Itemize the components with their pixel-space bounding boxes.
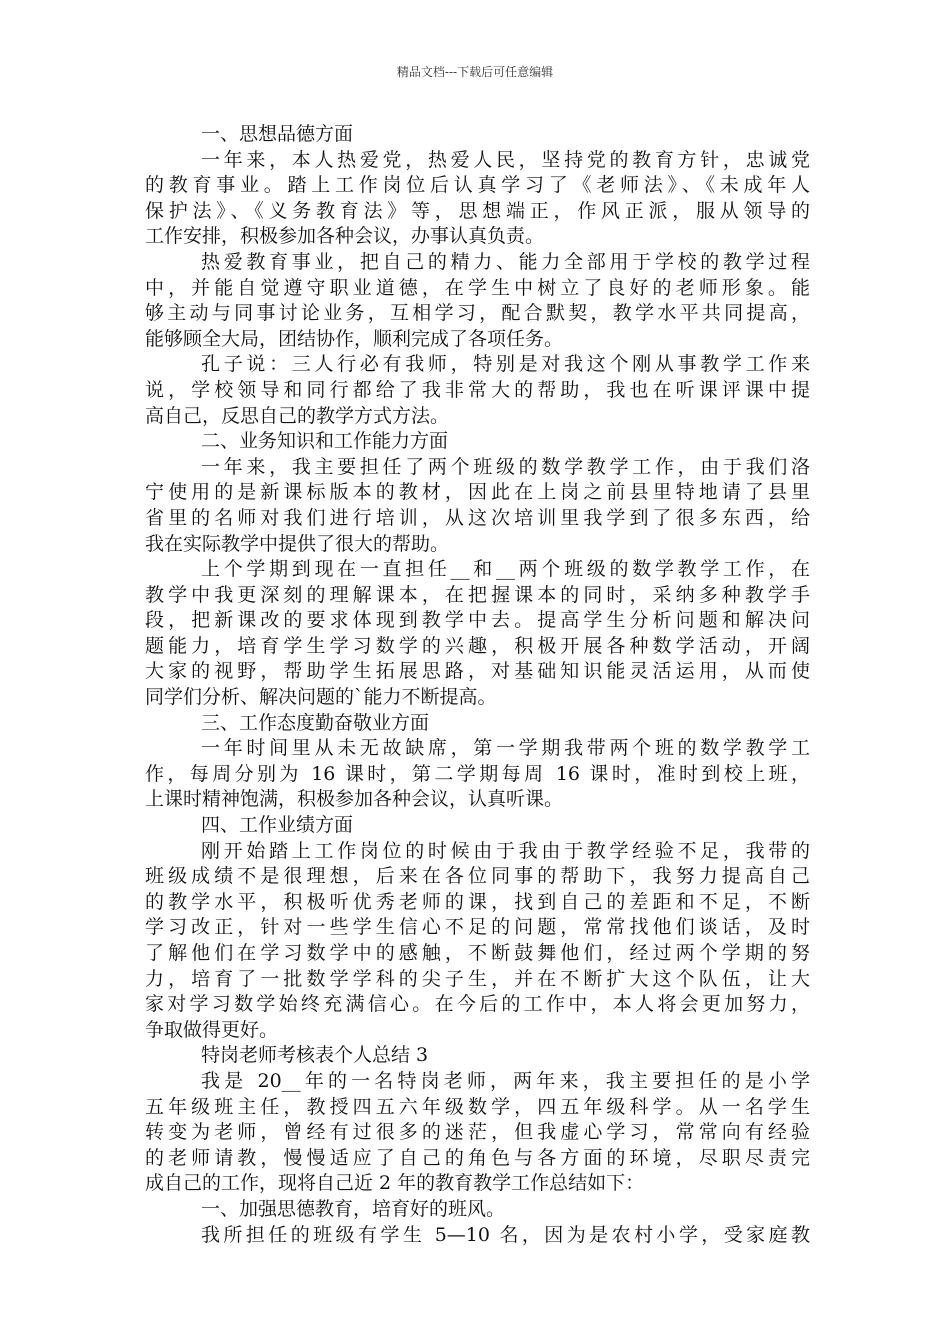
page-header: 精品文档---下载后可任意编辑 [396,65,554,79]
text-line: 说，学校领导和同行都给了我非常大的帮助，我也在听课评课中提 [145,378,810,401]
text-line: 能够顾全大局，团结协作，顺利完成了各项任务。 [145,327,564,350]
text-line: 的老师请教，慢慢适应了自己的角色与各方面的环境，尽职尽责完 [145,1146,810,1169]
text-line: 刚开始踏上工作岗位的时候由于我由于教学经验不足，我带的 [201,839,810,862]
text-line: 省里的名师对我们进行培训，从这次培训里我学到了很多东西，给 [145,506,810,529]
text-line: 的教育事业。踏上工作岗位后认真学习了《老师法》、《未成年人 [145,174,810,197]
text-line: 高自己，反思自己的教学方式方法。 [145,404,450,427]
text-line: 五年级班主任，教授四五六年级数学，四五年级科学。从一名学生 [145,1095,810,1118]
text-line: 四、工作业绩方面 [201,814,354,837]
text-line: 热爱教育事业，把自己的精力、能力全部用于学校的教学过程 [201,250,810,273]
document-body [145,122,810,1248]
text-line: 孔子说：三人行必有我师，特别是对我这个刚从事教学工作来 [201,353,810,376]
text-line: 够主动与同事讨论业务，互相学习，配合默契，教学水平共同提高， [145,302,810,325]
text-line: 作，每周分别为 16 课时，第二学期每周 16 课时，准时到校上班， [145,762,810,785]
text-line: 力，培育了一批数学学科的尖子生，并在不断扩大这个队伍，让大 [145,967,810,990]
text-line: 成自己的工作，现将自己近 2 年的教育教学工作总结如下： [145,1172,645,1195]
text-line: 我在实际教学中提供了很大的帮助。 [145,532,450,555]
text-line: 学习改正，针对一些学生信心不足的问题，常常找他们谈话，及时 [145,916,810,939]
text-line: 一年来，本人热爱党，热爱人民，坚持党的教育方针，忠诚党 [201,148,810,171]
text-line: 三、工作态度勤奋敬业方面 [201,711,430,734]
text-line: 我是 20__年的一名特岗老师，两年来，我主要担任的是小学 [201,1069,810,1092]
text-line: 上个学期到现在一直担任__和__两个班级的数学教学工作，在 [201,558,810,581]
text-line: 大家的视野，帮助学生拓展思路，对基础知识能灵活运用，从而使 [145,660,810,683]
text-line: 段，把新课改的要求体现到教学中去。提高学生分析问题和解决问 [145,609,810,632]
text-line: 宁使用的是新课标版本的教材，因此在上岗之前县里特地请了县里 [145,481,810,504]
text-line: 题能力，培育学生学习数学的兴趣，积极开展各种数学活动，开阔 [145,634,810,657]
text-line: 转变为老师，曾经有过很多的迷茫，但我虚心学习，常常向有经验 [145,1121,810,1144]
text-line: 一年来，我主要担任了两个班级的数学教学工作，由于我们洛 [201,455,810,478]
text-line: 同学们分析、解决问题的`能力不断提高。 [145,686,497,709]
text-line: 二、业务知识和工作能力方面 [201,430,449,453]
text-line: 争取做得更好。 [145,1018,279,1041]
text-line: 了解他们在学习数学中的感触，不断鼓舞他们，经过两个学期的努 [145,942,810,964]
text-line: 的教学水平，积极听优秀老师的课，找到自己的差距和不足，不断 [145,890,810,913]
text-line: 一、思想品德方面 [201,123,354,145]
text-line: 一年时间里从未无故缺席，第一学期我带两个班的数学教学工 [201,737,810,760]
text-line: 特岗老师考核表个人总结 3 [201,1044,429,1067]
text-line: 一、加强思德教育，培育好的班风。 [201,1197,506,1220]
text-line: 我所担任的班级有学生 5—10 名，因为是农村小学，受家庭教 [201,1223,810,1246]
text-line: 上课时精神饱满，积极参加各种会议，认真听课。 [145,788,564,811]
text-line: 保护法》、《义务教育法》等，思想端正，作风正派，服从领导的 [145,199,810,222]
text-line: 班级成绩不是很理想，后来在各位同事的帮助下，我努力提高自己 [145,865,810,888]
text-line: 中，并能自觉遵守职业道德，在学生中树立了良好的老师形象。能 [145,276,810,299]
text-line: 家对学习数学始终充满信心。在今后的工作中，本人将会更加努力， [145,993,810,1016]
text-line: 教学中我更深刻的理解课本，在把握课本的同时，采纳多种教学手 [145,583,810,606]
text-line: 工作安排，积极参加各种会议，办事认真负责。 [145,225,545,248]
